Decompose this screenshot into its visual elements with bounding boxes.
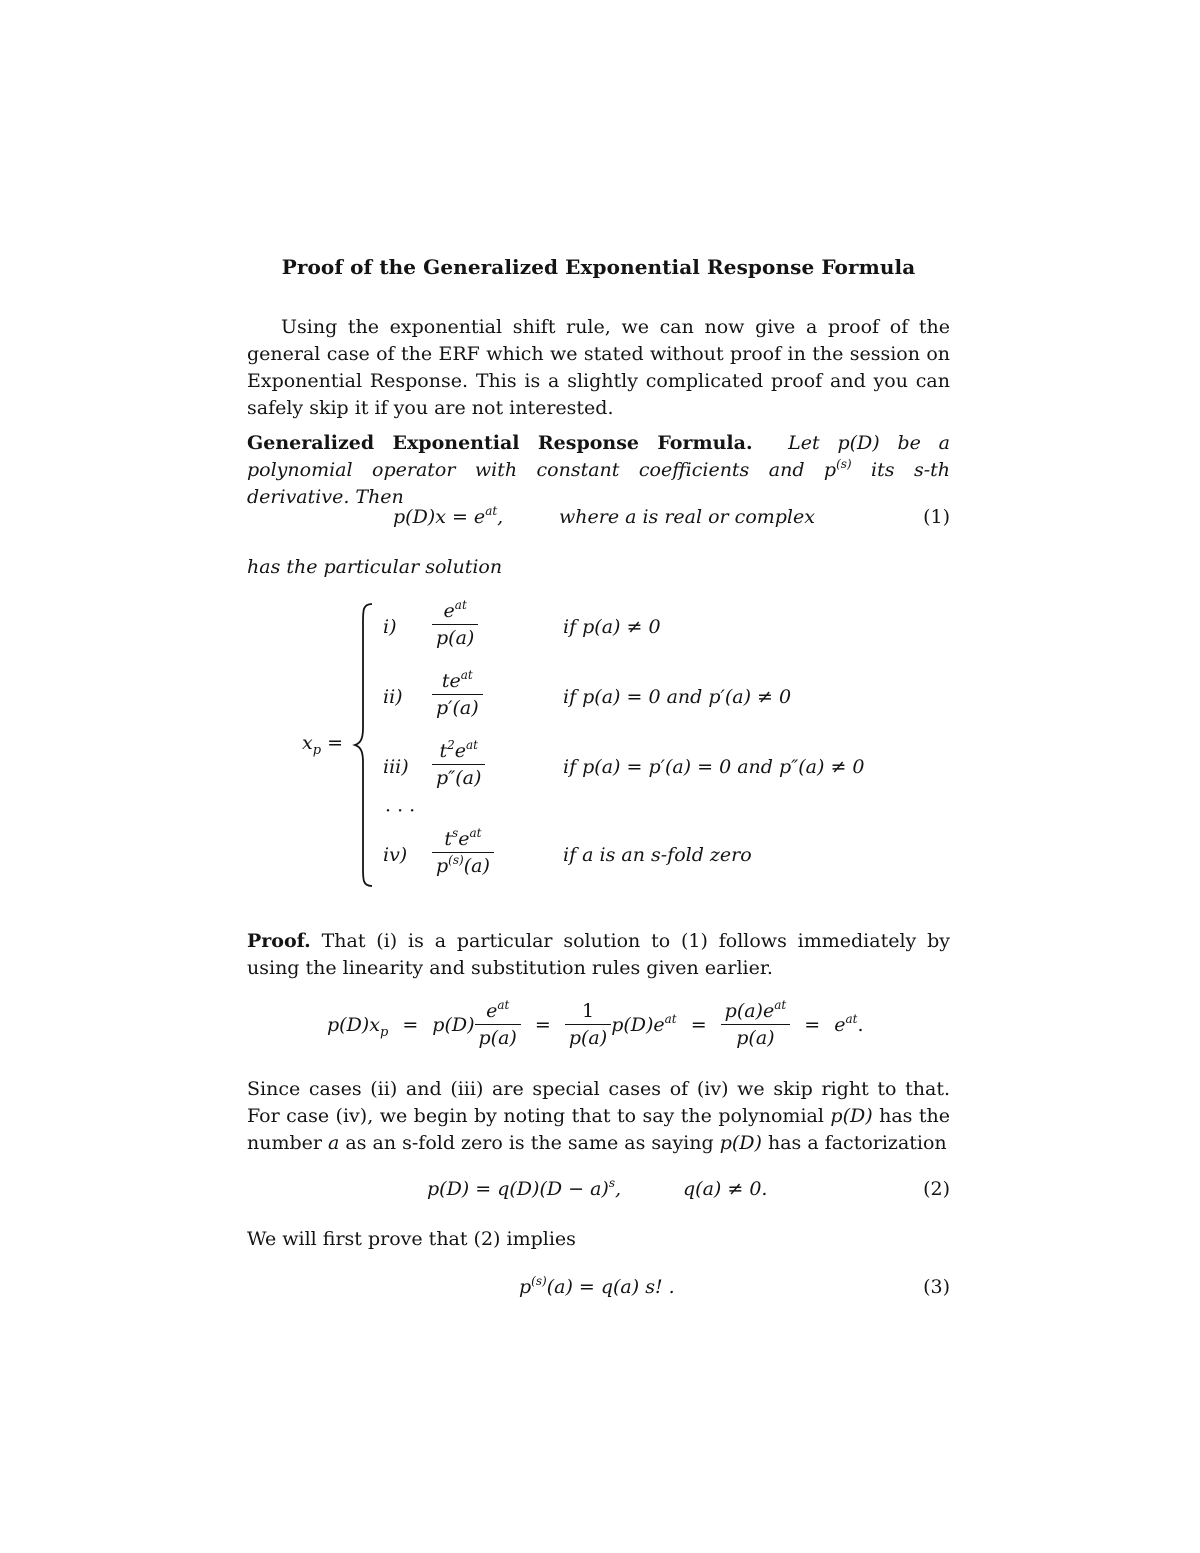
equation-2-lhs: $p(D) = q(D)(D - a)^s$, [427,1176,622,1200]
cases-block [300,600,950,890]
proof-paragraph [247,928,950,982]
case-fraction: $t^se^{at}$ $p^{(s)}(a)$ [432,828,494,877]
chain-equals: = [690,1013,707,1036]
intro-paragraph: Using the exponential shift rule, we can now give a proof of the general case of the ERF which we stated without proof in the session on Exponential Response. This is a slightly complicated proof and you can safely skip it if you are not interested. [247,316,950,419]
first-prove-text: We will first prove that (2) implies [247,1228,576,1250]
equation-1 [247,506,950,540]
theorem-text-d: its s-th derivative. Then [247,459,950,508]
case-fraction: $te^{at}$ p′(a) [432,670,483,719]
proof-label: Proof. [247,930,311,952]
case-label: iv) [383,844,408,866]
chain-fraction-3: $\frac{p(a)e^{at}}{p(a)}$ [721,1000,791,1049]
theorem-text-a: Let [788,432,838,454]
theorem-statement [247,430,950,511]
equation-1-number: (1) [923,506,950,528]
case-condition: if a is an s-fold zero [563,844,752,866]
chain-equals: = [402,1013,419,1036]
case-row-ii [300,670,950,730]
chain-equals: = [804,1013,821,1036]
case-row-i [300,600,950,660]
case-fraction: $t^2e^{at}$ p″(a) [432,740,485,789]
theorem-superscript: (s) [836,457,852,471]
case-label: iii) [383,756,409,778]
case-row-iv [300,828,950,888]
case-condition: if p(a) = p′(a) = 0 and p″(a) ≠ 0 [563,756,865,778]
case-label: i) [383,616,397,638]
case-row-iii [300,740,950,800]
case-condition: if p(a) = 0 and p′(a) ≠ 0 [563,686,792,708]
case-ellipsis: · · · [385,800,416,822]
chain-fraction-2: $\frac{1}{p(a)}$ [565,1000,611,1049]
equation-3-body: $p^{(s)}(a) = q(a)$ s! . [519,1274,675,1298]
equation-chain [327,1000,864,1060]
proof-text: That (i) is a particular solution to (1) follows immediately by using the linearity and substitution rules given earlier. [247,930,950,979]
theorem-text-b: p(D) [837,432,880,454]
page-title: Proof of the Generalized Exponential Response Formula [281,255,916,279]
equation-2-rhs: q(a) ≠ 0. [683,1178,768,1200]
chain-term-4: $e^{at}$. [834,1011,864,1036]
theorem-text-c: be a polynomial operator with constant coefficients and p [247,432,950,481]
chain-term-1: $p(D)x_p$ [327,1013,389,1040]
equation-2-number: (2) [923,1178,950,1200]
theorem-heading: Generalized Exponential Response Formula. [247,432,753,454]
case-condition: if p(a) ≠ 0 [563,616,661,638]
case-label: ii) [383,686,403,708]
chain-equals: = [534,1013,551,1036]
chain-fraction-1: $\frac{e^{at}}{p(a)}$ [475,1000,521,1049]
since-paragraph: Since cases (ii) and (iii) are special cases of (iv) we skip right to that. For case (iv), we begin by noting that to say the polynomial p(D) has the number a as an s-fold zero is the same as saying p(D) has a factorization [247,1078,951,1154]
equation-1-text: where a is real or complex [559,506,815,528]
particular-solution-text: has the particular solution [247,556,503,578]
equation-1-lhs: $p(D)x = e^{at}$, [393,504,504,528]
xp-lhs: $x_p$ = [302,732,344,758]
chain-term-2: p(D) [432,1013,475,1036]
equation-2 [247,1178,950,1212]
equation-3-number: (3) [923,1276,950,1298]
chain-term-3: $p(D)e^{at}$ [611,1011,677,1036]
case-fraction: $e^{at}$ p(a) [432,600,478,649]
equation-3 [247,1276,950,1310]
